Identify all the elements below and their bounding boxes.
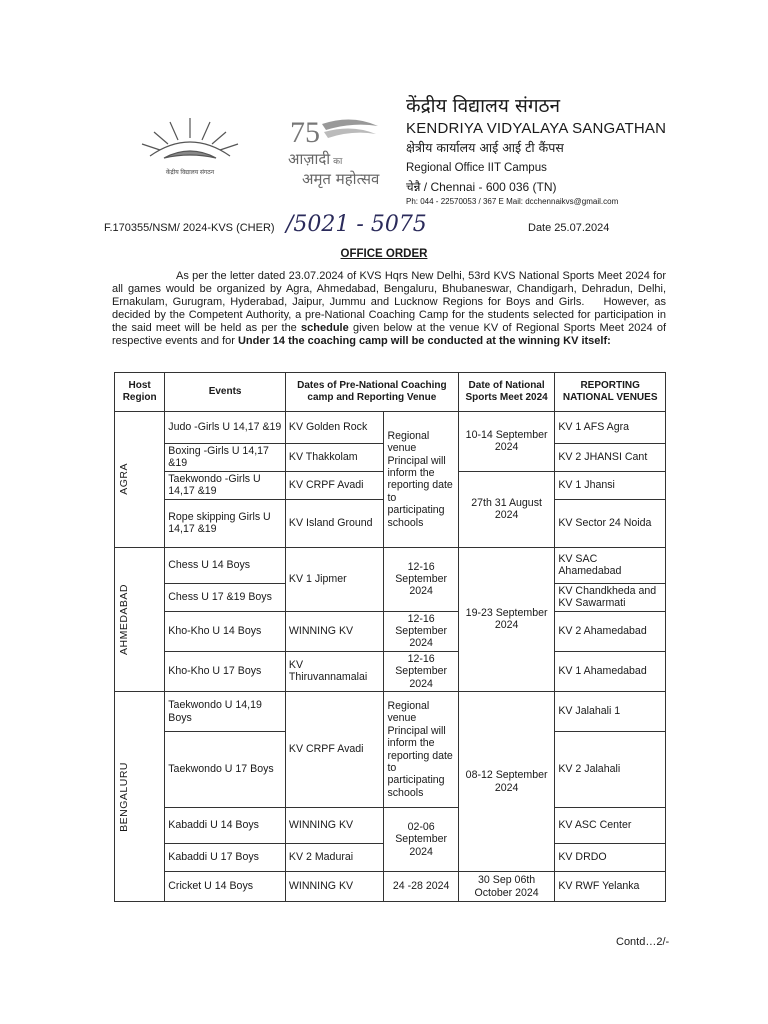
venue-cell: KV 2 JHANSI Cant bbox=[555, 444, 666, 472]
camp-kv-cell: KV Thakkolam bbox=[285, 444, 384, 472]
venue-cell: KV Chandkheda and KV Sawarmati bbox=[555, 583, 666, 611]
camp-kv-cell: WINNING KV bbox=[285, 808, 384, 844]
venue-cell: KV SAC Ahamedabad bbox=[555, 547, 666, 583]
camp-date-ahm-kk14: 12-16 September 2024 bbox=[384, 611, 458, 651]
event-cell: Kho-Kho U 17 Boys bbox=[165, 651, 286, 691]
event-cell: Judo -Girls U 14,17 &19 bbox=[165, 412, 286, 444]
schedule-table bbox=[114, 372, 666, 902]
continued-footer: Contd…2/- bbox=[616, 936, 670, 948]
table-row bbox=[115, 611, 666, 651]
camp-kv-cell: KV 1 Jipmer bbox=[285, 547, 384, 611]
paragraph-1: As per the letter dated 23.07.2024 of KVS Hqrs New Delhi, 53rd KVS National Sports Meet 2024 for all games would be organized by Agra, Ahmedabad, Bengaluru, Bhubaneswar, Chandigarh, Dehradun, Delhi, Ernakulam, Gurugram, Hyderabad, Jaipur, Jummu and Lucknow Regions for Boys and Girls. bbox=[112, 270, 666, 308]
camp-kv-cell: KV Thiruvannamalai bbox=[285, 651, 384, 691]
venue-cell: KV RWF Yelanka bbox=[555, 872, 666, 902]
event-cell: Rope skipping Girls U 14,17 &19 bbox=[165, 499, 286, 547]
venue-cell: KV DRDO bbox=[555, 844, 666, 872]
meet-date-cricket: 30 Sep 06th October 2024 bbox=[458, 872, 555, 902]
event-cell: Kabaddi U 14 Boys bbox=[165, 808, 286, 844]
event-cell: Kabaddi U 17 Boys bbox=[165, 844, 286, 872]
meet-date-blr: 08-12 September 2024 bbox=[458, 692, 555, 872]
document-title: OFFICE ORDER bbox=[340, 248, 428, 260]
camp-date-ahm-chess: 12-16 September 2024 bbox=[384, 547, 458, 611]
event-cell: Cricket U 14 Boys bbox=[165, 872, 286, 902]
camp-kv-cell: WINNING KV bbox=[285, 872, 384, 902]
venue-cell: KV ASC Center bbox=[555, 808, 666, 844]
event-cell: Chess U 14 Boys bbox=[165, 547, 286, 583]
event-cell: Boxing -Girls U 14,17 &19 bbox=[165, 444, 286, 472]
table-header-row bbox=[115, 373, 666, 412]
region-cell bbox=[115, 412, 165, 548]
venue-cell: KV 1 Jhansi bbox=[555, 471, 666, 499]
event-cell: Taekwondo U 14,19 Boys bbox=[165, 692, 286, 732]
body-text bbox=[112, 270, 666, 347]
event-cell: Taekwondo -Girls U 14,17 &19 bbox=[165, 471, 286, 499]
svg-text:अमृत महोत्सव: अमृत महोत्सव bbox=[302, 170, 380, 188]
venue-cell: KV 1 Ahamedabad bbox=[555, 651, 666, 691]
camp-kv-cell: KV Island Ground bbox=[285, 499, 384, 547]
meet-date-agra-1: 10-14 September 2024 bbox=[458, 412, 555, 472]
table-row bbox=[115, 692, 666, 732]
region-cell bbox=[115, 692, 165, 902]
org-name-english: KENDRIYA VIDYALAYA SANGATHAN bbox=[406, 120, 667, 137]
regional-note-agra: Regional venue Principal will inform the reporting date to participating schools bbox=[384, 412, 458, 548]
camp-date-blr-kabaddi: 02-06 September 2024 bbox=[384, 808, 458, 872]
azadi-ka-amrit-mahotsav-logo bbox=[282, 108, 382, 190]
office-city: चेन्नै / Chennai - 600 036 (TN) bbox=[406, 180, 557, 194]
event-cell: Kho-Kho U 14 Boys bbox=[165, 611, 286, 651]
handwritten-dispatch-number: /5021 - 5075 bbox=[286, 212, 427, 237]
kvs-emblem-logo bbox=[130, 108, 250, 180]
table-row bbox=[115, 872, 666, 902]
region-agra: AGRA bbox=[118, 463, 130, 496]
venue-cell: KV Jalahali 1 bbox=[555, 692, 666, 732]
venue-cell: KV Sector 24 Noida bbox=[555, 499, 666, 547]
svg-text:75: 75 bbox=[290, 116, 320, 149]
region-ahmedabad: AHMEDABAD bbox=[118, 583, 130, 655]
table-row bbox=[115, 412, 666, 444]
venue-cell: KV 2 Ahamedabad bbox=[555, 611, 666, 651]
meet-date-ahm: 19-23 September 2024 bbox=[458, 547, 555, 691]
svg-text:आज़ादी का: आज़ादी का bbox=[288, 150, 343, 168]
office-contact: Ph: 044 - 22570053 / 367 E Mail: dcchennaikvs@gmail.com bbox=[406, 197, 619, 206]
header-meet: Date of National Sports Meet 2024 bbox=[458, 373, 555, 412]
paragraph-2a: However, as decided by the Competent Authority, a pre-National Coaching Camp for the students selected for participation in the said meet will be held as per the bbox=[112, 295, 666, 334]
order-date: Date 25.07.2024 bbox=[528, 222, 610, 234]
venue-cell: KV 1 AFS Agra bbox=[555, 412, 666, 444]
office-hindi: क्षेत्रीय कार्यालय आई आई टी कैंपस bbox=[406, 140, 564, 155]
paragraph-2c: given below at the venue KV of Regional Sports Meet 2024 of respective events and for bbox=[112, 321, 667, 347]
camp-kv-cell: KV CRPF Avadi bbox=[285, 471, 384, 499]
paragraph-2b: schedule bbox=[301, 321, 349, 334]
header-venue: REPORTING NATIONAL VENUES bbox=[555, 373, 666, 412]
paragraph-2d: Under 14 the coaching camp will be conducted at the winning KV itself: bbox=[237, 334, 611, 347]
event-cell: Taekwondo U 17 Boys bbox=[165, 732, 286, 808]
regional-note-blr: Regional venue Principal will inform the reporting date to participating schools bbox=[384, 692, 458, 808]
org-name-hindi: केंद्रीय विद्यालय संगठन bbox=[406, 95, 561, 117]
camp-date-ahm-kk17: 12-16 September 2024 bbox=[384, 651, 458, 691]
header-events: Events bbox=[165, 373, 286, 412]
camp-date-blr-cricket: 24 -28 2024 bbox=[384, 872, 458, 902]
camp-kv-cell: WINNING KV bbox=[285, 611, 384, 651]
region-bengaluru: BENGALURU bbox=[118, 761, 130, 832]
office-english: Regional Office IIT Campus bbox=[406, 162, 547, 174]
venue-cell: KV 2 Jalahali bbox=[555, 732, 666, 808]
event-cell: Chess U 17 &19 Boys bbox=[165, 583, 286, 611]
table-row bbox=[115, 547, 666, 583]
camp-kv-cell: KV CRPF Avadi bbox=[285, 692, 384, 808]
camp-kv-cell: KV Golden Rock bbox=[285, 412, 384, 444]
meet-date-agra-2: 27th 31 August 2024 bbox=[458, 471, 555, 547]
table-row bbox=[115, 651, 666, 691]
table-row bbox=[115, 808, 666, 844]
emblem-caption: केंद्रीय विद्यालय संगठन bbox=[165, 170, 215, 176]
header-region: Host Region bbox=[115, 373, 165, 412]
camp-kv-cell: KV 2 Madurai bbox=[285, 844, 384, 872]
reference-number: F.170355/NSM/ 2024-KVS (CHER) bbox=[104, 222, 275, 234]
header-camp: Dates of Pre-National Coaching camp and Reporting Venue bbox=[285, 373, 458, 412]
region-cell bbox=[115, 547, 165, 691]
